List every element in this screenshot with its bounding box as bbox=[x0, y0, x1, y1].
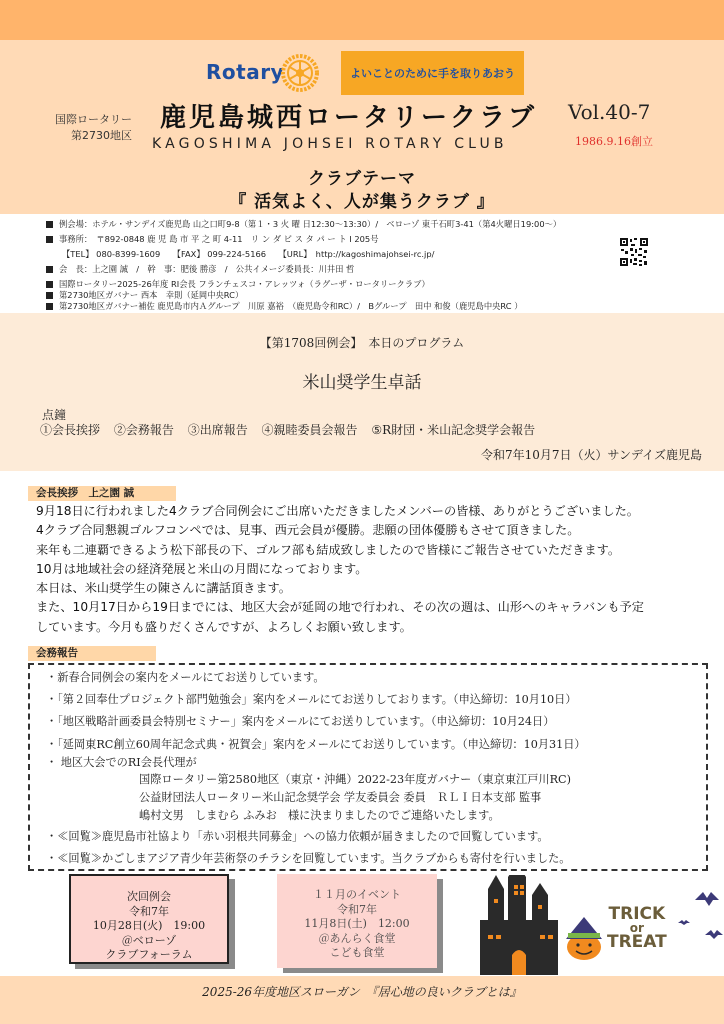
trick-or-treat-text: TRICK or TREAT bbox=[607, 904, 667, 952]
club-theme-body: 『 活気よく、人が集うクラブ 』 bbox=[229, 192, 495, 212]
card-line: 令和7年 bbox=[129, 904, 169, 918]
card-line: クラブフォーラム bbox=[105, 948, 193, 961]
greeting-line: 本日は、米山奨学生の陳さんに講話頂きます。 bbox=[36, 581, 291, 596]
info-governor: 第2730地区ガバナー 西本 幸則（延岡中央RC） bbox=[46, 289, 243, 301]
report-item: ・≪回覧≫かごしまアジア青少年芸術祭のチラシを回覧しています。当クラブからも寄付を行いました。 bbox=[46, 852, 571, 865]
next-meeting-card bbox=[69, 874, 229, 964]
program-bell: 点鐘 bbox=[42, 408, 67, 422]
program-item: ③出席報告 bbox=[187, 423, 248, 437]
greeting-line: 来年も二連覇できるよう松下部長の下、ゴルフ部も結成致しましたので皆様にご報告させていただきます。 bbox=[36, 542, 621, 557]
club-name-en: KAGOSHIMA JOHSEI ROTARY CLUB bbox=[152, 136, 508, 152]
report-item: ・ 地区大会でのRI会長代理が bbox=[46, 756, 197, 769]
bullet-square-icon bbox=[46, 303, 53, 310]
program-item: ①会長挨拶 bbox=[40, 423, 101, 437]
top-band bbox=[0, 0, 724, 40]
report-sub-item: 国際ロータリー第2580地区（東京・沖縄）2022-23年度ガバナー（東京東江戸川RC) bbox=[139, 773, 571, 786]
greeting-line: 9月18日に行われました4クラブ合同例会にご出席いただきましたメンバーの皆様、ありがとうございました。 bbox=[36, 504, 639, 518]
district-line-2: 第2730地区 bbox=[71, 129, 132, 142]
report-item: ・「延岡東RC創立60周年記念式典・祝賀会」案内をメールにてお送りしています。（申込締切：10月31日） bbox=[46, 738, 586, 751]
card-line: 令和7年 bbox=[337, 902, 377, 916]
program-item: ②会務報告 bbox=[113, 423, 174, 437]
founded-date: 1986.9.16創立 bbox=[575, 135, 653, 148]
castle-icon bbox=[480, 875, 558, 975]
card-line: 11月8日(土) 12:00 bbox=[304, 917, 410, 930]
report-item: ・「第２回奉仕プロジェクト部門勉強会」案内をメールにてお送りしております。（申込締切：10月10日） bbox=[46, 693, 577, 706]
info-officers: 会 長：上之園 誠 / 幹 事：肥後 勝彦 / 公共イメージ委員長：川井田 哲 bbox=[46, 263, 354, 275]
greeting-label: 会長挨拶 上之園 誠 bbox=[28, 486, 176, 501]
card-line: １１月のイベント bbox=[313, 888, 401, 901]
card-line: 10月28日(火) 19:00 bbox=[92, 919, 206, 932]
card-line: 次回例会 bbox=[127, 890, 171, 903]
district-line-1: 国際ロータリー bbox=[55, 113, 132, 126]
district-label bbox=[40, 112, 132, 144]
program-date-venue: 令和7年10月7日（火）サンデイズ鹿児島 bbox=[481, 448, 702, 462]
bullet-square-icon bbox=[46, 292, 53, 299]
bullet-square-icon bbox=[46, 221, 53, 228]
bullet-square-icon bbox=[46, 281, 53, 288]
info-ri-president: 国際ロータリー2025-26年度 RI会長 フランチェスコ・アレッツォ（ラグーザ・ロータリークラブ） bbox=[46, 278, 430, 290]
program-items bbox=[40, 421, 545, 438]
program-title: 米山奨学生卓話 bbox=[302, 373, 422, 393]
report-sub-item: 嶋村文男 しまむら ふみお 様に決まりましたのでご連絡いたします。 bbox=[139, 809, 500, 822]
volume-number: Vol.40-7 bbox=[568, 100, 651, 124]
report-item: ・新春合同例会の案内をメールにてお送りしています。 bbox=[46, 671, 325, 684]
info-assistant-governor: 第2730地区ガバナー補佐 鹿児島市内Ａグループ 川原 嘉裕 （鹿児島令和RC）/ Bグループ 田中 和俊（鹿児島中央RC ） bbox=[46, 300, 523, 312]
bullet-square-icon bbox=[46, 236, 53, 243]
program-item: ⑤R財団・米山記念奨学会報告 bbox=[371, 423, 536, 437]
club-theme-title: クラブテーマ bbox=[308, 169, 416, 189]
bullet-square-icon bbox=[46, 266, 53, 273]
halloween-illustration bbox=[460, 875, 724, 975]
ri-theme-banner: よいことのために手を取りあおう bbox=[341, 51, 524, 95]
district-slogan: 2025-26年度地区スローガン 『居心地の良いクラブとは』 bbox=[202, 985, 522, 999]
card-line: ＠ベローゾ bbox=[121, 933, 177, 947]
report-item: ・「地区戦略計画委員会特別セミナー」案内をメールにてお送りしています。（申込締切：10月24日） bbox=[46, 715, 555, 728]
info-office: 事務所： 〒892-0848 鹿 児 島 市 平 之 町 4-11 リ ン ダ ビ ス タ パ ー ト Ⅰ 205号 bbox=[46, 233, 379, 245]
greeting-line: また、10月17日から19日までには、地区大会が延岡の地で行われ、その次の週は、山形へのキャラバンも予定 bbox=[36, 600, 644, 615]
november-event-card bbox=[277, 874, 437, 968]
pumpkin-icon bbox=[566, 917, 602, 960]
rotary-wheel-icon bbox=[280, 53, 320, 93]
program-heading: 【第1708回例会】 本日のプログラム bbox=[259, 336, 465, 350]
program-item: ④親睦委員会報告 bbox=[261, 423, 358, 437]
qr-code-icon[interactable] bbox=[619, 237, 649, 267]
info-meeting-place: 例会場：ホテル・サンデイズ鹿児島 山之口町9-8（第１・3 火 曜 日12:30～13:30）/ ベローゾ 東千石町3-41（第4火曜日19:00～） bbox=[46, 218, 561, 230]
club-name-jp: 鹿児島城西ロータリークラブ bbox=[160, 103, 538, 133]
report-item: ・≪回覧≫鹿児島市社協より「赤い羽根共同募金」への協力依頼が届きましたので回覧しています。 bbox=[46, 830, 549, 843]
rotary-logo: Rotary bbox=[206, 60, 285, 84]
report-label: 会務報告 bbox=[28, 646, 156, 661]
greeting-body bbox=[36, 502, 716, 637]
greeting-line: 10月は地域社会の経済発展と米山の月間になっております。 bbox=[36, 561, 368, 576]
greeting-line: 4クラブ合同懇親ゴルフコンペでは、見事、西元会員が優勝。悲願の団体優勝もさせて頂きました。 bbox=[36, 523, 580, 538]
report-sub-item: 公益財団法人ロータリー米山記念奨学会 学友委員会 委員 ＲＬＩ日本支部 監事 bbox=[139, 791, 542, 804]
card-line: こども食堂 bbox=[329, 946, 385, 959]
greeting-line: しています。今月も盛りだくさんですが、よろしくお願い致します。 bbox=[36, 619, 412, 634]
info-contact: 【TEL】 080-8399-1609 【FAX】 099-224-5166 【URL】 http://kagoshimajohsei-rc.jp/ bbox=[62, 249, 435, 259]
bat-icon bbox=[678, 892, 723, 939]
card-line: ＠あんらく食堂 bbox=[318, 931, 396, 945]
